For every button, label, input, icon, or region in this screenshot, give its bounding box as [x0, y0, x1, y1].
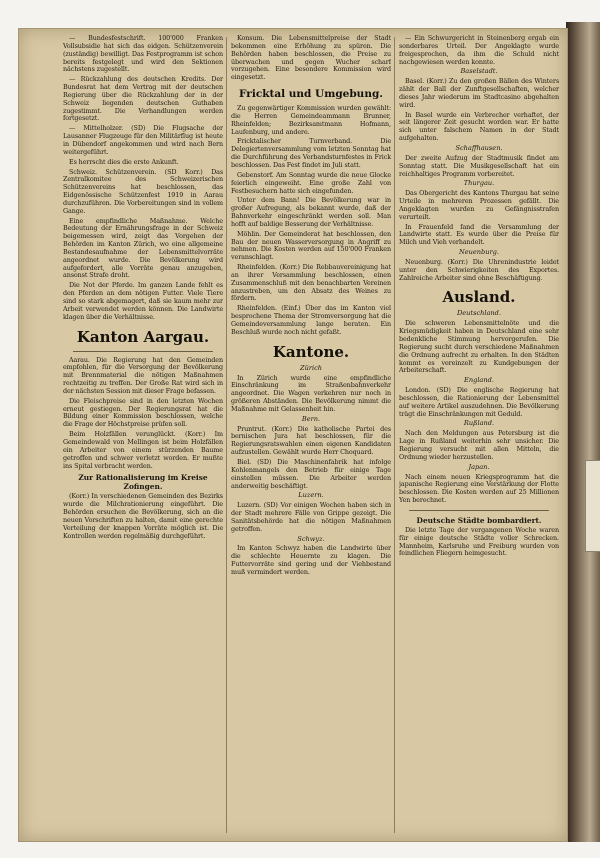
article-paragraph: Die Not der Pferde. Im ganzen Lande fehlt es den Pferden an dem nötigen Futter. Viele Tiere sind so stark abgemagert, daß sie kaum mehr zur Arbeit verwendet werden können. Die Landwirte klagen über die Verhältnisse. — [63, 281, 223, 321]
article-paragraph: Eine empfindliche Maßnahme. Welche Bedeutung der Ernährungsfrage in der Schweiz beigemessen wird, zeigt das Vorgehen der Behörden im Kanton Zürich, wo eine allgemeine Bestandesaufnahme der Lebensmittelvorräte angeordnet wurde. Die Bevölkerung wird aufgefordert, alle Vorräte genau anzugeben, ansonst Strafe droht. — [63, 216, 223, 280]
article-paragraph: In Basel wurde ein Verbrecher verhaftet, der seit längerer Zeit gesucht worden war. Er hatte sich unter falschem Namen in der Stadt aufgehalten. — [399, 110, 559, 143]
article-paragraph: Basel. (Korr.) Zu den großen Bällen des Winters zählt der Ball der Zunftgesellschaften, welcher dieses Jahr wiederum im Stadtcasino abgehalten wird. — [399, 77, 559, 109]
page-tab — [585, 460, 600, 552]
article-paragraph: Unter dem Bann! Die Bevölkerung war in großer Aufregung, als bekannt wurde, daß der Bahnverkehr eingeschränkt werden soll. Man hofft auf baldige Besserung der Verhältnisse. — [231, 196, 391, 228]
subheading-zuerich: Zürich — [299, 363, 323, 372]
subheading-russland: Rußland. — [463, 419, 495, 428]
section-heading-kantone: Kantone. — [272, 342, 350, 361]
article-paragraph: Aarau. Die Regierung hat den Gemeinden empfohlen, für die Versorgung der Bevölkerung mit Brennmaterial die nötigen Maßnahmen rechtzeitig zu treffen. Der Große Rat wird sich in der nächsten Session mit dieser Frage befassen. — [63, 355, 223, 395]
article-heading: Zur Rationalisierung im Kreise Zofingen. — [78, 473, 208, 492]
article-paragraph: Rheinfelden. (Einf.) Über das im Kanton viel besprochene Thema der Stromversorgung hat die Gemeindeversammlung lange beraten. Ein Beschluß wurde noch nicht gefaßt. — [231, 304, 391, 336]
divider — [409, 510, 549, 511]
subheading-baselstadt: Baselstadt. — [460, 67, 498, 76]
article-paragraph: Luzern. (SD) Vor einigen Wochen haben sich in der Stadt mehrere Fälle von Grippe gezeigt. Die Sanitätsbehörde hat die nötigen Maßnahmen getroffen. — [231, 501, 391, 533]
article-paragraph: Möhlin. Der Gemeinderat hat beschlossen, den Bau der neuen Wasserversorgung in Angriff zu nehmen. Die Kosten werden auf 150'000 Franken veranschlagt. — [231, 229, 391, 262]
article-paragraph: Der zweite Aufzug der Stadtmusik findet am Sonntag statt. Die Musikgesellschaft hat ein reichhaltiges Programm vorbereitet. — [399, 153, 559, 178]
article-heading: Deutsche Städte bombardiert. — [416, 515, 542, 525]
article-paragraph: Im Kanton Schwyz haben die Landwirte über die schlechte Heuernte zu klagen. Die Futtervorräte sind gering und der Viehbestand muß vermindert werden. — [231, 544, 391, 576]
subheading-japan: Japan. — [468, 462, 490, 471]
article-paragraph: Nach den Meldungen aus Petersburg ist die Lage in Rußland weiterhin sehr unsicher. Die Regierung versucht mit allen Mitteln, die Ordnung wieder herzustellen. — [399, 429, 559, 461]
article-paragraph: London. (SD) Die englische Regierung hat beschlossen, die Rationierung der Lebensmittel auf weitere Artikel auszudehnen. Die Bevölkerung trägt die Einschränkungen mit Geduld. — [399, 386, 559, 418]
article-paragraph: Das Obergericht des Kantons Thurgau hat seine Urteile in mehreren Prozessen gefällt. Die Angeklagten wurden zu Gefängnisstrafen verurteilt. — [399, 189, 559, 221]
section-heading-ausland: Ausland. — [442, 288, 516, 307]
article-paragraph: In Frauenfeld fand die Versammlung der Landwirte statt. Es wurde über die Preise für Milch und Vieh verhandelt. — [399, 222, 559, 247]
article-paragraph: Gebenstorf. Am Sonntag wurde die neue Glocke feierlich eingeweiht. Eine große Zahl von Festbesuchern hatte sich eingefunden. — [231, 170, 391, 195]
divider — [73, 351, 213, 352]
article-paragraph: Es herrscht dies die erste Ankunft. — [69, 157, 179, 166]
article-paragraph: Fricktalischer Turnverband. Die Delegiertenversammlung vom letzten Sonntag hat die Durchführung des Verbandsturnfestes in Frick beschlossen. Das Fest findet im Juli statt. — [231, 137, 391, 169]
column-rule — [226, 37, 227, 833]
column-left — [63, 35, 223, 835]
article-paragraph: Neuenburg. (Korr.) Die Uhrenindustrie leidet unter den Schwierigkeiten des Exportes. Zahlreiche Arbeiter sind ohne Beschäftigung. — [399, 257, 559, 282]
article-paragraph: — Bundesfestschrift. 100'000 Franken Vollsubsidie hat sich das eidgen. Schützenverein (zuständig) bewilligt. Das Festprogramm ist schon bereits festgelegt und wird den Sektionen nächstens zugestellt. — [63, 35, 223, 74]
article-paragraph: Biel. (SD) Die Maschinenfabrik hat infolge Kohlenmangels den Betrieb für einige Tage einstellen müssen. Die Arbeiter werden anderweitig beschäftigt. — [231, 457, 391, 490]
article-paragraph: Nach einem neuen Kriegsprogramm hat die japanische Regierung eine Verstärkung der Flotte beschlossen. Die Kosten werden auf 25 Millionen Yen berechnet. — [399, 472, 559, 505]
subheading-schaffhausen: Schaffhausen. — [455, 143, 503, 152]
article-paragraph: Die Fleischpreise sind in den letzten Wochen erneut gestiegen. Der Regierungsrat hat die Bildung einer Kommission beschlossen, welche die Frage der Höchstpreise prüfen soll. — [63, 396, 223, 429]
book-spine — [566, 22, 600, 842]
article-paragraph: (Korr.) In verschiedenen Gemeinden des Bezirks wurde die Milchrationierung eingeführt. Die Behörden ersuchen die Bevölkerung, sich an die neuen Vorschriften zu halten, damit eine gerechte Verteilung der knappen Vorräte möglich ist. Die Kontrollen werden regelmäßig durchgeführt. — [63, 492, 223, 540]
subheading-luzern: Luzern. — [298, 491, 324, 500]
newspaper-page — [18, 28, 568, 842]
column-rule — [394, 37, 395, 833]
subheading-neuenburg: Neuenburg. — [458, 248, 499, 257]
subheading-schwyz: Schwyz. — [297, 534, 325, 543]
article-paragraph: — Rückzahlung des deutschen Kredits. Der Bundesrat hat dem Vertrag mit der deutschen Regierung über die Rückzahlung der in der Schweiz liegenden deutschen Guthaben zugestimmt. Die Verhandlungen werden fortgesetzt. — [63, 75, 223, 123]
article-paragraph: Konsum. Die Lebensmittelpreise der Stadt bekommen eine Erhöhung zu spüren. Die Behörden haben beschlossen, die Preise zu überwachen und gegen Wucher scharf vorzugehen. Eine besondere Kommission wird eingesetzt. — [231, 35, 391, 82]
section-heading-kanton-aargau: Kanton Aargau. — [76, 327, 210, 346]
article-paragraph: In Zürich wurde eine empfindliche Einschränkung im Straßenbahnverkehr angeordnet. Die Wagen verkehren nur noch in größeren Abständen. Die Bevölkerung nimmt die Maßnahme mit Gelassenheit hin. — [231, 373, 391, 413]
article-paragraph: Die letzte Tage der vergangenen Woche waren für einige deutsche Städte voller Schrecken. Mannheim, Karlsruhe und Freiburg wurden von feindlichen Fliegern heimgesucht. — [399, 525, 559, 558]
article-paragraph: — Mittelholzer. (SD) Die Flugsache der Lausanner Flugzeuge für den Militärflug ist heute in Dübendorf angekommen und wird nach Bern weitergeführt. — [63, 124, 223, 156]
article-paragraph: Die schweren Lebensmittelnöte und die Kriegsmüdigkeit haben in Deutschland eine sehr bedenkliche Stimmung hervorgerufen. Die Regierung sucht durch verschiedene Maßnahmen die Ordnung aufrecht zu erhalten. In den Städten kommt es vereinzelt zu Kundgebungen der Arbeiterschaft. — [399, 319, 559, 375]
subheading-england: England. — [464, 376, 494, 385]
subheading-bern: Bern. — [301, 414, 321, 423]
section-heading-fricktal: Fricktal und Umgebung. — [239, 88, 383, 101]
article-paragraph: Schweiz. Schützenverein. (SD Korr.) Das Zentralkomitee des Schweizerischen Schützenvereins hat beschlossen, das Eidgenössische Schützenfest 1919 in Aarau durchzuführen. Die Vorbereitungen sind in vollem Gange. — [63, 167, 223, 215]
article-paragraph: Zu gegenwärtiger Kommission wurden gewählt: die Herren Gemeindeammann Brunner, Rheinfelden; Bezirksamtmann Hofmann, Laufenburg, und andere. — [231, 104, 391, 136]
article-paragraph: Rheinfelden. (Korr.) Die Rebbauvereinigung hat an ihrer Versammlung beschlossen, einen Zusammenschluß mit den benachbarten Vereinen anzustreben, um den Absatz des Weines zu fördern. — [231, 263, 391, 303]
subheading-thurgau: Thurgau. — [463, 179, 495, 188]
article-paragraph: — Ein Schwurgericht in Steinenberg ergab ein sonderbares Urteil. Der Angeklagte wurde freigesprochen, da ihm die Schuld nicht nachgewiesen werden konnte. — [399, 35, 559, 66]
subheading-deutschland: Deutschland. — [456, 309, 501, 318]
article-paragraph: Beim Holzfällen verunglückt. (Korr.) Im Gemeindewald von Mellingen ist beim Holzfällen ein Arbeiter von einem stürzenden Baume getroffen und schwer verletzt worden. Er mußte ins Spital verbracht werden. — [63, 430, 223, 470]
article-paragraph: Pruntrut. (Korr.) Die katholische Partei des bernischen Jura hat beschlossen, für die Regierungsratswahlen einen eigenen Kandidaten aufzustellen. Gewählt wurde Herr Choquard. — [231, 424, 391, 457]
column-middle — [231, 35, 391, 835]
column-right — [399, 35, 559, 835]
